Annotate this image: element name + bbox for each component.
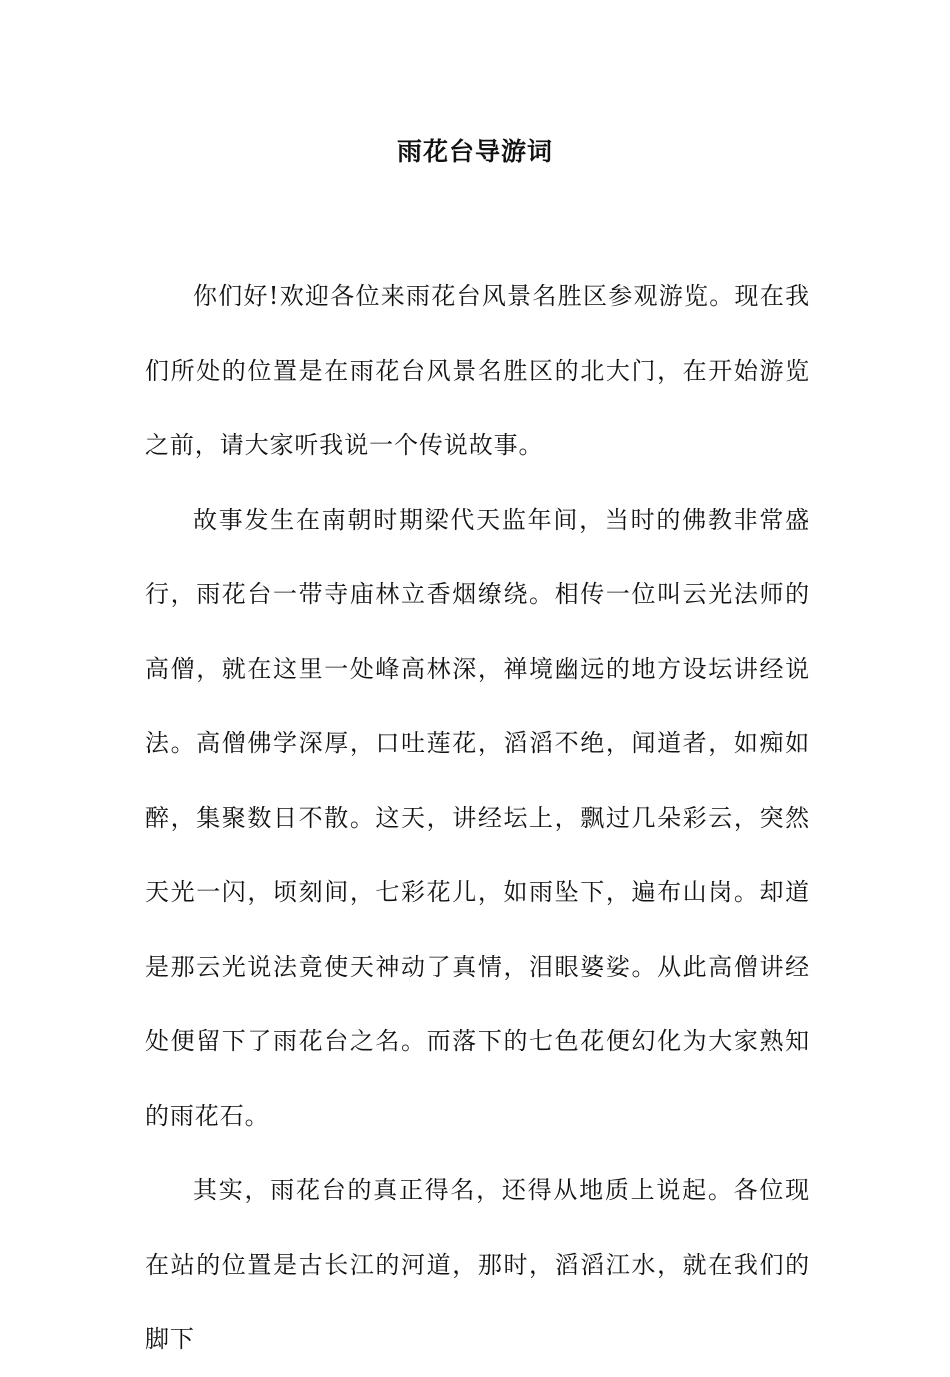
paragraph-3: 其实，雨花台的真正得名，还得从地质上说起。各位现在站的位置是古长江的河道，那时，滔滔江水，就在我们的脚下 [145, 1176, 810, 1353]
paragraph-1: 你们好!欢迎各位来雨花台风景名胜区参观游览。现在我们所处的位置是在雨花台风景名胜区的北大门，在开始游览之前，请大家听我说一个传说故事。 [145, 282, 810, 459]
document-body [145, 259, 810, 1377]
document-title: 雨花台导游词 [396, 137, 553, 166]
paragraph-2: 故事发生在南朝时期梁代天监年间，当时的佛教非常盛行，雨花台一带寺庙林立香烟缭绕。相传一位叫云光法师的高僧，就在这里一处峰高林深，禅境幽远的地方设坛讲经说法。高僧佛学深厚，口吐莲花，滔滔不绝，闻道者，如痴如醉，集聚数日不散。这天，讲经坛上，飘过几朵彩云，突然天光一闪，顷刻间，七彩花儿，如雨坠下，遍布山岗。却道是那云光说法竟使天神动了真情，泪眼婆娑。从此高僧讲经处便留下了雨花台之名。而落下的七色花便幻化为大家熟知的雨花石。 [145, 505, 810, 1130]
